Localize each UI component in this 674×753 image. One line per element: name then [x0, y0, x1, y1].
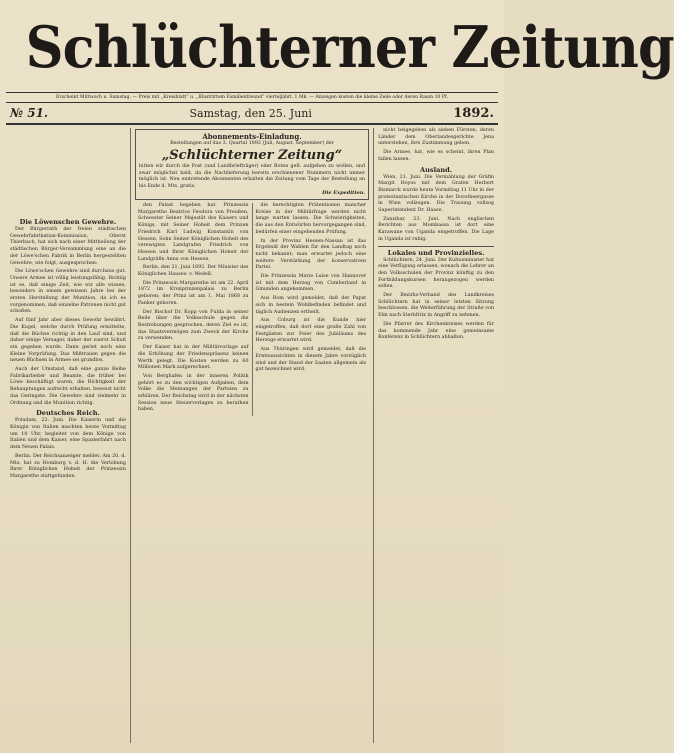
headline-ausland: Ausland. — [419, 165, 453, 174]
masthead-title: Schlüchterner Zeitung — [25, 14, 674, 81]
paragraph: Zanzibar, 23. Juni. Nach englischen Berichten aus Mombassa ist dort eine Karawane von Uganda eingetroffen. Die Lage in Uganda ist ruhig. — [378, 216, 494, 242]
headline-gewehre: Die Löwenschen Gewehre. — [19, 218, 117, 226]
ad-title: Abonnements-Einladung. — [202, 132, 302, 141]
issue-bar — [6, 103, 498, 125]
column-3 — [253, 203, 370, 416]
paragraph: Aus Thüringen wird gemeldet, daß die Ernteaussichten in diesem Jahre vorzüglich sind und der Stand der Saaten allgemein als gut bezeichnet wird. — [255, 347, 367, 373]
paragraph: Auch der Umstand, daß eine ganze Reihe Fabrikarbeiter und Beamte, die früher bei Löwe beschäftigt waren, die Richtigkeit der Behauptungen aufrecht erhalten, beweist nicht das Geringste. Die Gewehre sind vielmehr in Ordnung und die Munition richtig. — [10, 367, 126, 406]
paragraph: den Palast begeben hat. Prinzessin Margarethe Beatrice Feodora von Preußen, Schwester Seiner Majestät des Kaisers und Königs, mit Seiner Hoheit dem Prinzen Friedrich Karl Ludwig Konstantin von Hessen, Sohn Seiner Königlichen Hoheit des verewigten Landgrafen Friedrich von Hessen und Ihrer Königlichen Hoheit der Landgräfin Anna von Hessen. — [137, 203, 249, 262]
paragraph: In der Provinz Hessen-Nassau ist das Ergebniß der Wahlen für den Landtag noch nicht bekannt; man erwartet jedoch eine weitere Verstärkung der konservativen Partei. — [255, 238, 367, 271]
paragraph: Aus Coburg ist die Kunde hier eingetroffen, daß dort eine große Zahl von Festgästen zur Feier des Jubiläums des Herzogs erwartet wird. — [255, 318, 367, 344]
column-1 — [6, 128, 131, 743]
paragraph: Der Bürgerrath der freien städtischen Gewehrfabrikation-Kommission, Oberst Thierbach, hat sich nach einer Mittheilung der städtischen Bürger-Versammlung eine an die der Löwe'schen Fabrik in Berlin hergestellten Gewehre, wie folgt, ausgesprochen: — [10, 227, 126, 266]
ad-intro: Bestellungen auf das 3. Quartal 1892 (Juli, August, September) der — [170, 141, 334, 146]
paragraph: Aus Rom wird gemeldet, daß der Papst sich in bestem Wohlbefinden befindet und täglich Audienzen ertheilt. — [255, 296, 367, 315]
paragraph: Schlüchtern, 24. Juni. Der Kultusminister hat eine Verfügung erlassen, wonach die Lehrer an den Volksschulen der Provinz künftig zu den Fortbildungskursen herangezogen werden sollen. — [378, 257, 494, 290]
paragraph: Die Pfarrer des Kirchenkreises werden für das kommende Jahr eine gemeinsame Konferenz in Schlüchtern abhalten. — [378, 321, 494, 341]
headline-lokales: Lokales und Provinzielles. — [387, 248, 485, 257]
headline-deutsches-reich: Deutsches Reich. — [36, 409, 100, 418]
paragraph: Die Prinzessin Margarethe ist am 22. April 1872 im Kronprinzenpalais zu Berlin geboren; der Prinz ist am 1. Mai 1868 zu Panker geboren. — [137, 280, 249, 306]
ad-paper-name: „Schlüchterner Zeitung“ — [161, 148, 343, 164]
ad-signature: Die Expedition. — [322, 190, 366, 197]
column-4 — [374, 128, 498, 743]
paragraph: Der Bezirks-Verband des Landkreises Schlüchtern hat in seiner letzten Sitzung beschlossen, die Weiterführung der Straße von Elm nach Sterbfritz in Angriff zu nehmen. — [378, 293, 494, 319]
issue-date: Samstag, den 25. Juni — [189, 107, 312, 120]
paragraph: Der Kaiser hat in der Militärvorlage auf die Erhöhung der Friedenspräsenz keinen Werth gelegt. Die Kosten werden zu 60 Millionen Mark aufgerechnet. — [137, 345, 249, 371]
subscription-ad — [135, 129, 369, 200]
ad-body: bitten wir durch die Post (und Landbriefträger) oder Boten gefl. aufgeben zu wollen, und zwar möglichst bald, da die Nachlieferung bereits erschienener Nummern nicht immer möglich ist. Neu eintretende Abonnenten erhalten die Zeitung vom Tage der Bestellung an bis Ende d. Mts. gratis. — [138, 164, 366, 189]
paragraph: Berlin. Der Reichsanzeiger meldet: Am 20. d. Mts. hat zu Homburg v. d. H. die Verlobung Ihrer Königlichen Hoheit der Prinzessin Margarethe stattgefunden. — [10, 453, 126, 479]
paragraph: Berlin, den 21. Juni 1892. Der Minister des Königlichen Hauses: v. Wedell. — [137, 265, 249, 278]
issue-number: № 51. — [10, 106, 49, 120]
paragraph: Von Berghafen in der inneren Politik gehört es zu den wichtigen Aufgaben, dem Volke die Meinungen der Parteien zu erklären. Der Reichstag wird in der nächsten Session neue Steuervorlagen zu berathen haben. — [137, 373, 249, 413]
tagline: Erscheint Mittwoch u. Samstag. — Preis mit „Kreisblatt“ u. „Illustrirtem Familienfreund“ vierteljährl. 1 Mk. — Anzeigen kosten die kleine Zeile oder deren Raum 10 Pf. — [6, 92, 498, 103]
paragraph: Auf fünf Jahr aber dieses Gewehr bewährt. Die Kugel, welche durch Prüfung ermittelte, daß die Büchse richtig in den Lauf sind, und daher einige Versager, daher der zuerst Schuß ein gegeben wurde. Dann geriet noch eine Kleine Vorprüfung. Das Mißtrauen gegen die neuen Büchsen in Armee sei grundlos. — [10, 318, 126, 364]
columns — [6, 128, 498, 743]
issue-year: 1892. — [453, 106, 494, 121]
paragraph: Die Armee, hat, wie es scheint, ihren Plan fallen lassen. — [378, 150, 494, 162]
column-2 — [135, 203, 253, 416]
paragraph: Wien, 21. Juni. Die Vermählung der Gräfin Margit Hoyos mit dem Grafen Herbert Bismarck wurde heute Vormittag 11 Uhr in der protestantischen Kirche in der Dorotheergasse in Wien vollzogen. Die Trauung vollzog Superintendent Dr. Haase. — [378, 174, 494, 214]
paragraph: Die Prinzessin Marie Luise von Hannover ist mit dem Herzog von Cumberland in Gmunden angekommen. — [255, 274, 367, 293]
paragraph: die berechtigten Prätentionen mancher Kreise in der Militärfrage werden nicht lange warten lassen. Die Schwierigkeiten, die aus den Entwürfen hervorgegangen sind, bedürfen einer eingehenden Prüfung. — [255, 203, 367, 235]
paragraph: Der Bischof Dr. Kopp von Fulda in seiner Rede über die Volksschule gegen die Bestrebungen gesprochen, deren Ziel es ist, das Staatsvermögen zum Zweck der Kirche zu verwenden. — [137, 309, 249, 342]
middle-columns — [135, 203, 369, 416]
paragraph: Potsdam, 22. Juni. Die Kaiserin und die Königin von Italien machten heute Vormittag um 10 Uhr, begleitet von dem Könige von Italien und dem Kaiser, eine Spazierfahrt nach dem Neuen Palais. — [10, 418, 126, 451]
paragraph: Die Löwe'schen Gewehre sind durchaus gut. Unsere Armee ist völlig leistungsfähig. Richtig ist es, daß einige Zeit, wie wir alle wissen, besonders in einem gewissen Jahre bei der ersten Herstellung der Munition, da ich es vorgenommen, daß einzelne Patronen nicht gut schoßen. — [10, 269, 126, 315]
paragraph: nicht beigegeben als sieben Fürsten, deren Länder dem Oberlandesgerichte Jena unterstehen, ihre Zustimmung geben. — [378, 128, 494, 147]
middle-section — [131, 128, 374, 743]
